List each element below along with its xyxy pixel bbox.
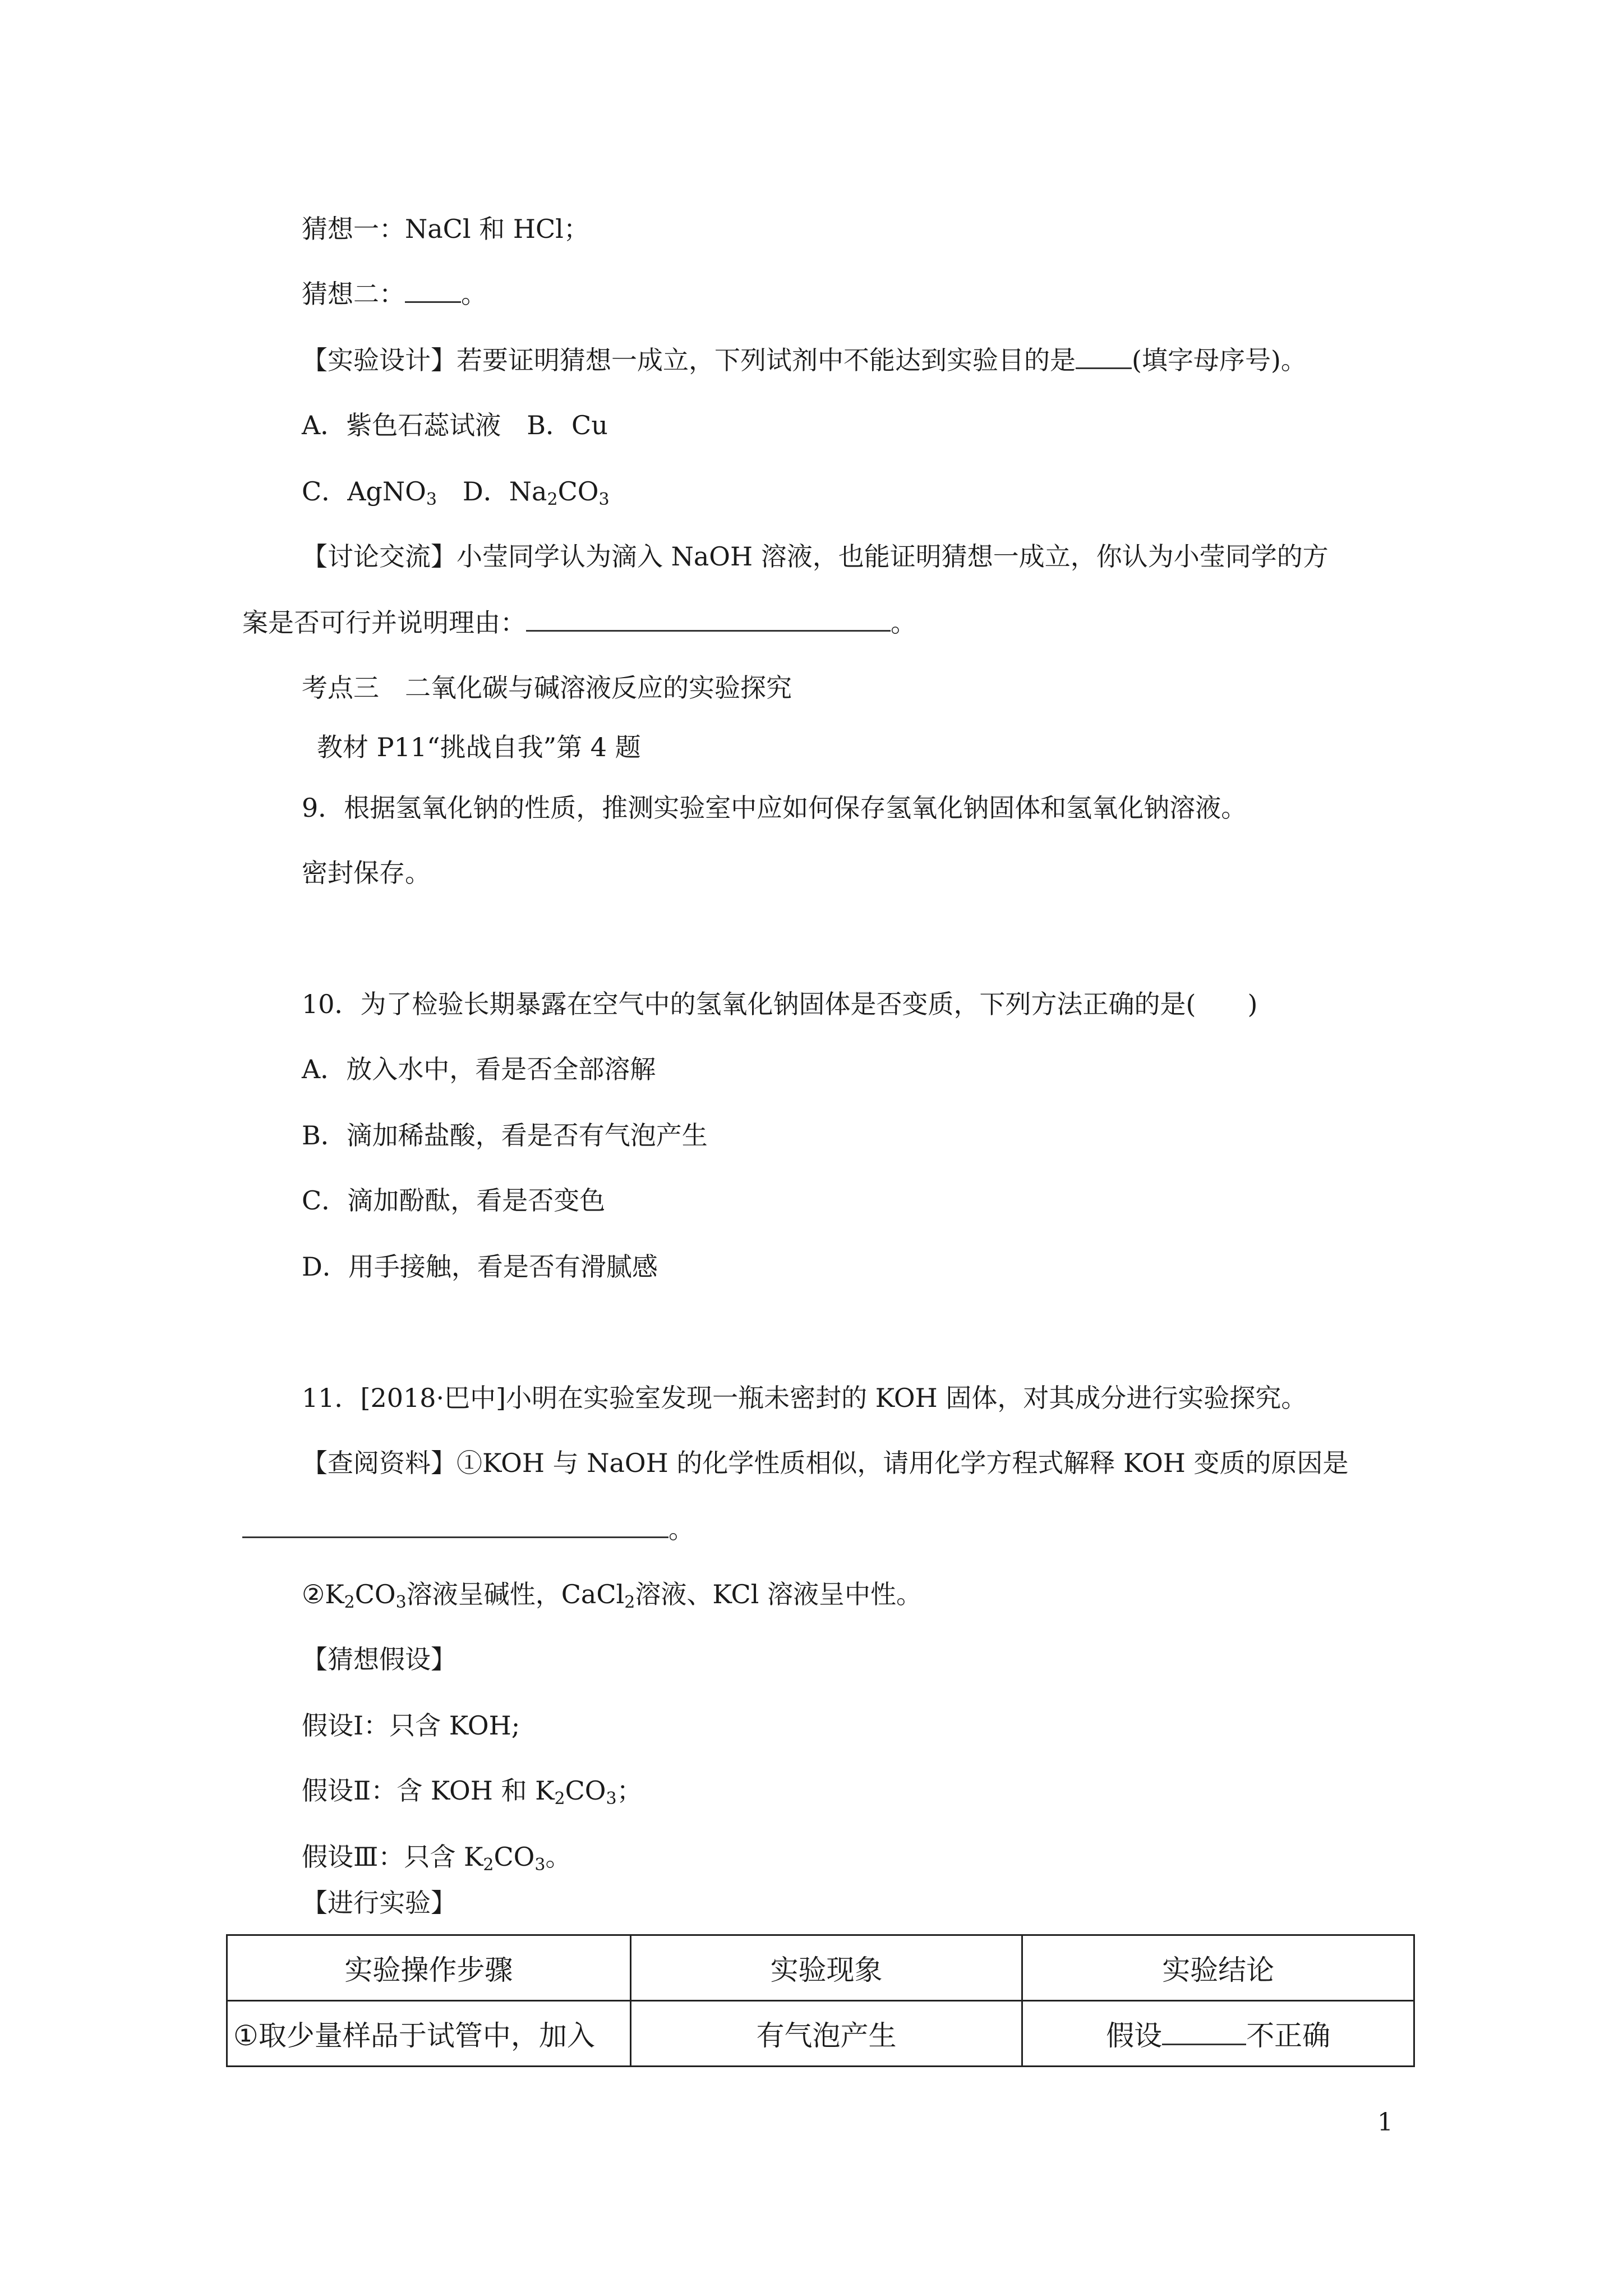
header-conclusion: 实验结论: [1022, 1935, 1414, 2001]
reference-material-2: $②K_2CO_3$溶液呈碱性，CaCl$_2$溶液、KCl 溶液呈中性。: [302, 1579, 923, 1612]
question-10-option-a: A．放入水中，看是否全部溶解: [302, 1054, 656, 1084]
answer-blank: [405, 279, 461, 303]
experiment-table: [226, 1934, 1415, 2067]
hypothesis-i: 假设Ⅰ：只含 KOH;: [302, 1710, 520, 1741]
cell-step: ①取少量样品于试管中，加入: [227, 2001, 631, 2067]
section-heading: 考点三 二氧化碳与碱溶液反应的实验探究: [302, 673, 792, 703]
answer-blank: [1076, 345, 1132, 369]
discussion-line-1: 【讨论交流】小莹同学认为滴入 NaOH 溶液，也能证明猜想一成立，你认为小莹同学的方: [302, 541, 1329, 572]
question-11: 11．[2018·巴中]小明在实验室发现一瓶未密封的 KOH 固体，对其成分进行实验探究。: [302, 1383, 1307, 1413]
question-9: 9．根据氢氧化钠的性质，推测实验室中应如何保存氢氧化钠固体和氢氧化钠溶液。: [302, 793, 1247, 823]
textbook-reference: 教材 P11“挑战自我”第 4 题: [317, 732, 641, 762]
question-10-option-d: D．用手接触，看是否有滑腻感: [302, 1251, 658, 1282]
hypothesis-2: 猜想二： 。: [302, 279, 487, 309]
experiment-design: 【实验设计】若要证明猜想一成立，下列试剂中不能达到实验目的是 (填字母序号)。: [302, 345, 1307, 375]
answer-blank: [1162, 2019, 1246, 2045]
options-cd: C．AgNO$_3$ D．$Na_2CO_3$: [302, 476, 610, 509]
header-phenomenon: 实验现象: [630, 1935, 1022, 2001]
hypothesis-heading: 【猜想假设】: [302, 1644, 457, 1674]
equation-answer-line: 。: [242, 1512, 694, 1546]
experiment-heading: 【进行实验】: [302, 1888, 457, 1918]
question-9-answer: 密封保存。: [302, 858, 431, 888]
page-number: 1: [1377, 2108, 1393, 2137]
cell-conclusion: 假设 不正确: [1022, 2001, 1414, 2067]
answer-blank: [526, 608, 891, 632]
question-10: 10．为了检验长期暴露在空气中的氢氧化钠固体是否变质，下列方法正确的是( ): [302, 989, 1258, 1019]
question-10-option-c: C．滴加酚酞，看是否变色: [302, 1185, 606, 1216]
cell-phenomenon: 有气泡产生: [630, 2001, 1022, 2067]
hypothesis-ii: 假设Ⅱ：含 KOH 和 $K_2CO_3$；: [302, 1775, 643, 1809]
discussion-line-2: 案是否可行并说明理由： 。: [242, 608, 916, 638]
header-step: 实验操作步骤: [227, 1935, 631, 2001]
options-ab: A．紫色石蕊试液 B．Cu: [302, 410, 608, 440]
table-row: [227, 2001, 1414, 2067]
answer-blank: [242, 1514, 668, 1538]
question-10-option-b: B．滴加稀盐酸，看是否有气泡产生: [302, 1120, 708, 1151]
hypothesis-1: 猜想一：NaCl 和 HCl；: [302, 214, 589, 244]
reference-material: 【查阅资料】①KOH 与 NaOH 的化学性质相似，请用化学方程式解释 KOH 变质的原因是: [302, 1448, 1349, 1478]
table-header-row: [227, 1935, 1414, 2001]
hypothesis-iii: 假设Ⅲ：只含 $K_2CO_3$。: [302, 1842, 571, 1875]
